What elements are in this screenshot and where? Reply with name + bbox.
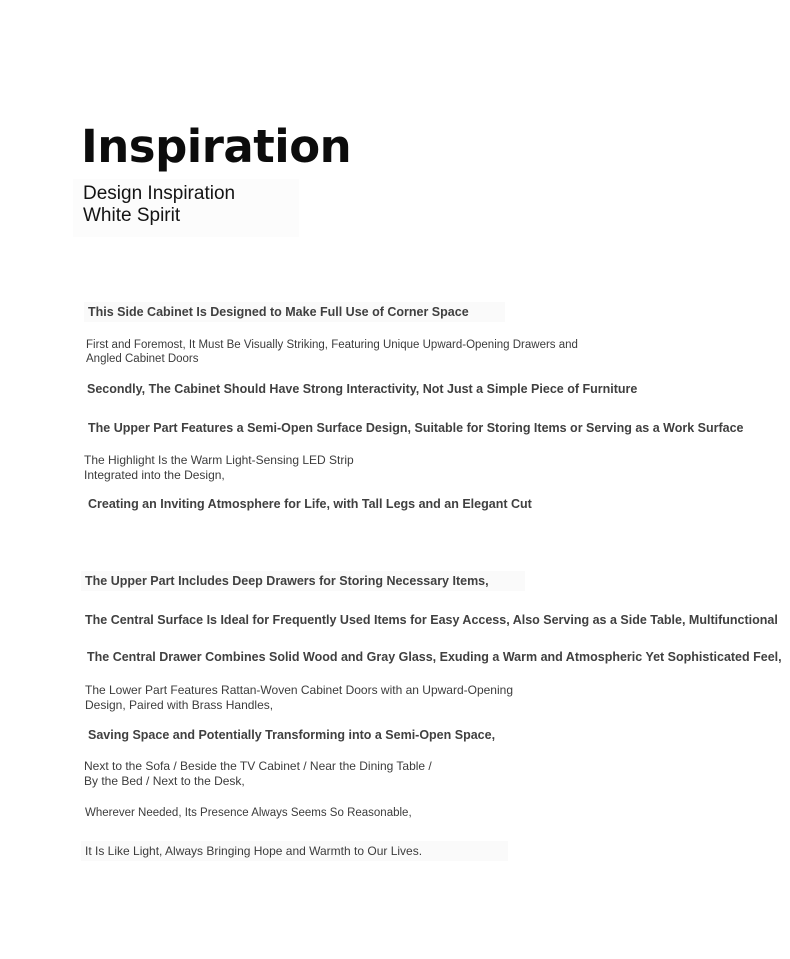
paragraph-saving-space	[88, 728, 495, 742]
text-line: It Is Like Light, Always Bringing Hope and Warmth to Our Lives.	[81, 841, 508, 861]
text-line: The Central Surface Is Ideal for Frequently Used Items for Easy Access, Also Serving as a Side Table, Multifunctional	[85, 613, 778, 627]
text-line: Creating an Inviting Atmosphere for Life, with Tall Legs and an Elegant Cut	[88, 497, 532, 511]
text-line: Secondly, The Cabinet Should Have Strong Interactivity, Not Just a Simple Piece of Furniture	[87, 382, 638, 396]
paragraph-semi-open-surface	[88, 421, 744, 435]
text-line: The Upper Part Features a Semi-Open Surface Design, Suitable for Storing Items or Serving as a Work Surface	[88, 421, 744, 435]
paragraph-visually-striking	[86, 338, 578, 366]
text-line: Angled Cabinet Doors	[86, 353, 199, 365]
paragraph-deep-drawers	[85, 574, 525, 588]
paragraph-central-surface	[85, 613, 778, 627]
subtitle-line-1: Design Inspiration	[83, 183, 236, 204]
paragraph-central-drawer	[87, 650, 782, 664]
text-line: Saving Space and Potentially Transforming into a Semi-Open Space,	[88, 728, 496, 742]
text-line: Wherever Needed, Its Presence Always Seems So Reasonable,	[85, 807, 412, 819]
text-line: Integrated into the Design,	[84, 467, 225, 482]
paragraph-inviting-atmosphere	[88, 497, 532, 511]
subtitle	[83, 183, 235, 227]
paragraph-led-strip	[84, 453, 354, 482]
text-line: The Central Drawer Combines Solid Wood and Gray Glass, Exuding a Warm and Atmospheric Yet Sophisticated Feel,	[87, 650, 782, 664]
paragraph-interactivity	[87, 382, 637, 396]
page-title: Inspiration	[81, 120, 352, 173]
paragraph-reasonable	[85, 806, 412, 820]
paragraph-rattan-doors	[85, 683, 513, 712]
text-line: First and Foremost, It Must Be Visually Striking, Featuring Unique Upward-Opening Drawers and	[86, 339, 578, 351]
text-line: The Lower Part Features Rattan-Woven Cabinet Doors with an Upward-Opening	[85, 683, 513, 697]
paragraph-light-hope	[85, 844, 508, 858]
text-line: The Upper Part Includes Deep Drawers for Storing Necessary Items,	[81, 571, 525, 591]
text-line: By the Bed / Next to the Desk,	[84, 774, 245, 788]
paragraph-placement	[84, 759, 432, 789]
text-line: The Highlight Is the Warm Light-Sensing LED Strip	[84, 453, 354, 467]
subtitle-line-2: White Spirit	[83, 205, 181, 226]
text-line: Design, Paired with Brass Handles,	[85, 697, 274, 712]
paragraph-corner-space	[88, 305, 505, 319]
text-line: This Side Cabinet Is Designed to Make Full Use of Corner Space	[84, 302, 505, 322]
text-line: Next to the Sofa / Beside the TV Cabinet / Near the Dining Table /	[84, 759, 432, 773]
